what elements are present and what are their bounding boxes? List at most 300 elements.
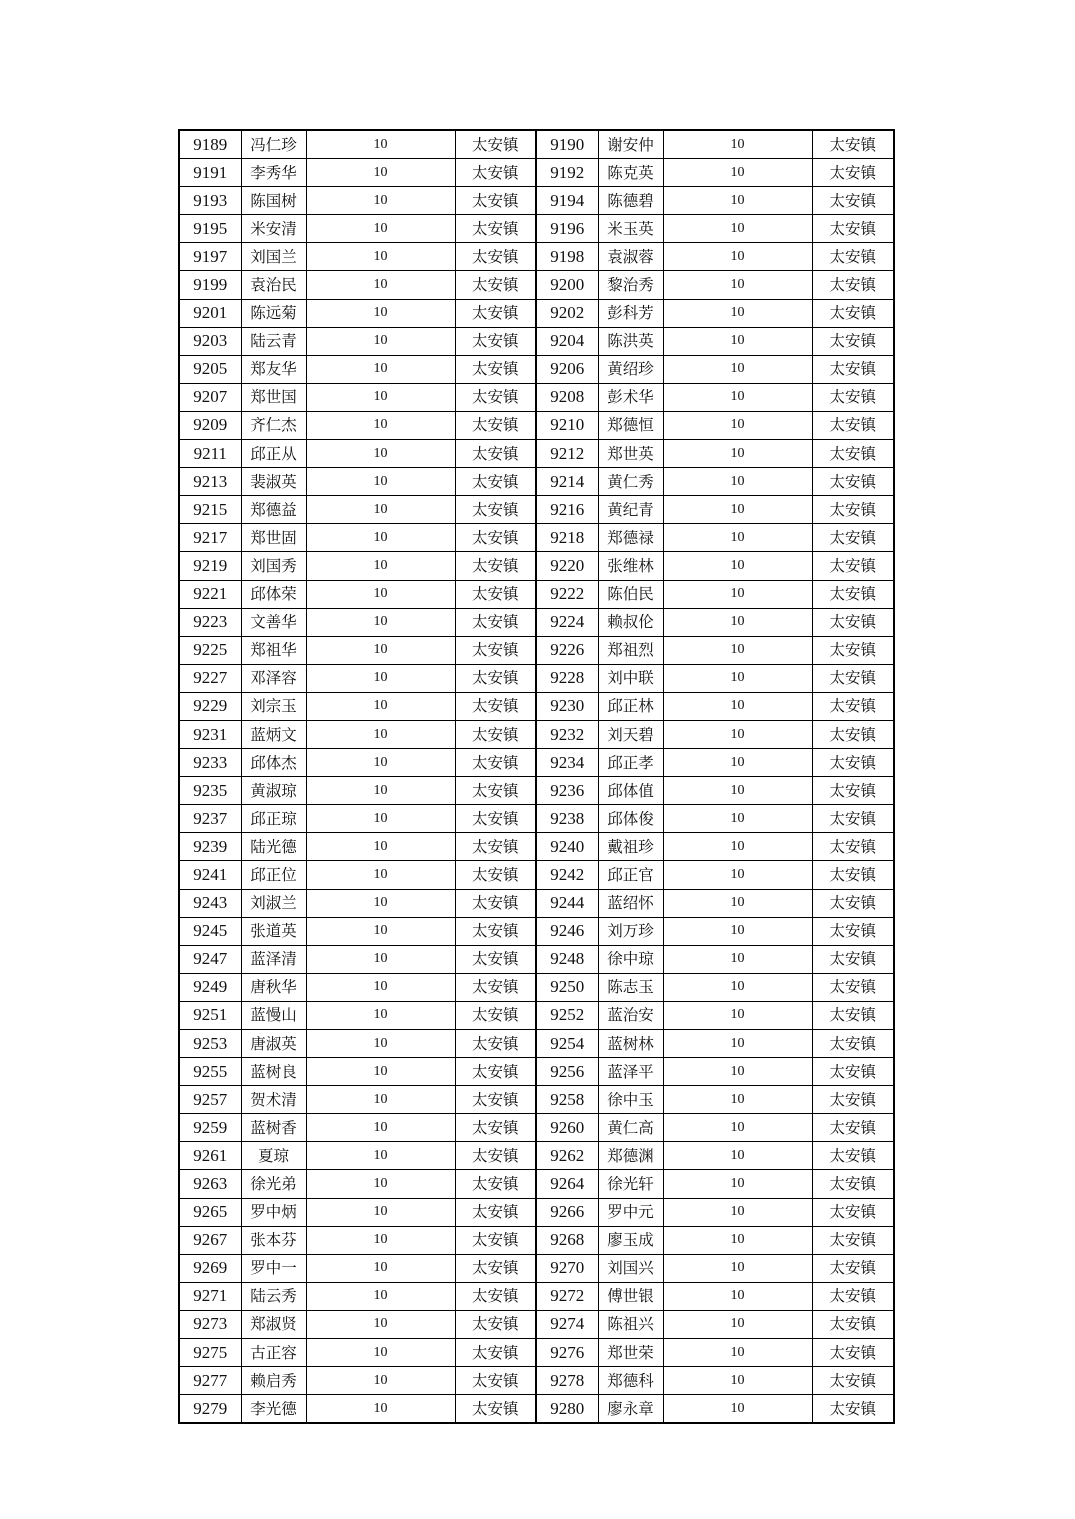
right-record-id-cell: 9260	[536, 1114, 598, 1142]
left-town-name-cell: 太安镇	[455, 243, 536, 271]
left-amount-cell: 10	[306, 805, 455, 833]
left-amount-cell: 10	[306, 271, 455, 299]
right-town-name-cell: 太安镇	[812, 1339, 894, 1367]
right-person-name-cell: 罗中元	[598, 1198, 663, 1226]
table-row	[179, 917, 894, 945]
left-amount-cell: 10	[306, 777, 455, 805]
table-row	[179, 355, 894, 383]
right-amount-cell: 10	[663, 496, 812, 524]
left-record-id-cell: 9275	[179, 1339, 241, 1367]
left-town-name-cell: 太安镇	[455, 187, 536, 215]
left-record-id-cell: 9215	[179, 496, 241, 524]
left-town-name-cell: 太安镇	[455, 440, 536, 468]
table-row	[179, 945, 894, 973]
right-record-id-cell: 9206	[536, 355, 598, 383]
left-amount-cell: 10	[306, 1367, 455, 1395]
left-person-name-cell: 蓝树良	[241, 1058, 306, 1086]
left-town-name-cell: 太安镇	[455, 973, 536, 1001]
left-amount-cell: 10	[306, 187, 455, 215]
left-person-name-cell: 邱正琼	[241, 805, 306, 833]
left-amount-cell: 10	[306, 468, 455, 496]
left-record-id-cell: 9231	[179, 720, 241, 748]
right-town-name-cell: 太安镇	[812, 159, 894, 187]
left-person-name-cell: 郑祖华	[241, 636, 306, 664]
table-row	[179, 1170, 894, 1198]
left-record-id-cell: 9227	[179, 664, 241, 692]
right-person-name-cell: 黄绍珍	[598, 355, 663, 383]
left-record-id-cell: 9265	[179, 1198, 241, 1226]
right-record-id-cell: 9204	[536, 327, 598, 355]
left-town-name-cell: 太安镇	[455, 580, 536, 608]
left-person-name-cell: 赖启秀	[241, 1367, 306, 1395]
right-amount-cell: 10	[663, 608, 812, 636]
right-record-id-cell: 9198	[536, 243, 598, 271]
right-amount-cell: 10	[663, 1254, 812, 1282]
left-amount-cell: 10	[306, 1030, 455, 1058]
right-person-name-cell: 袁淑蓉	[598, 243, 663, 271]
right-amount-cell: 10	[663, 215, 812, 243]
left-record-id-cell: 9267	[179, 1226, 241, 1254]
right-record-id-cell: 9224	[536, 608, 598, 636]
right-person-name-cell: 陈克英	[598, 159, 663, 187]
right-record-id-cell: 9266	[536, 1198, 598, 1226]
left-person-name-cell: 黄淑琼	[241, 777, 306, 805]
right-amount-cell: 10	[663, 1114, 812, 1142]
right-person-name-cell: 郑祖烈	[598, 636, 663, 664]
left-record-id-cell: 9213	[179, 468, 241, 496]
left-town-name-cell: 太安镇	[455, 1086, 536, 1114]
right-person-name-cell: 邱体俊	[598, 805, 663, 833]
right-town-name-cell: 太安镇	[812, 187, 894, 215]
right-amount-cell: 10	[663, 1395, 812, 1424]
right-town-name-cell: 太安镇	[812, 271, 894, 299]
right-record-id-cell: 9274	[536, 1310, 598, 1338]
right-amount-cell: 10	[663, 130, 812, 159]
right-record-id-cell: 9208	[536, 383, 598, 411]
left-amount-cell: 10	[306, 496, 455, 524]
left-town-name-cell: 太安镇	[455, 777, 536, 805]
left-record-id-cell: 9219	[179, 552, 241, 580]
table-row	[179, 580, 894, 608]
right-amount-cell: 10	[663, 1282, 812, 1310]
left-person-name-cell: 郑淑贤	[241, 1310, 306, 1338]
left-person-name-cell: 邓泽容	[241, 664, 306, 692]
right-town-name-cell: 太安镇	[812, 917, 894, 945]
left-town-name-cell: 太安镇	[455, 749, 536, 777]
left-amount-cell: 10	[306, 1254, 455, 1282]
right-amount-cell: 10	[663, 833, 812, 861]
right-amount-cell: 10	[663, 720, 812, 748]
left-record-id-cell: 9229	[179, 692, 241, 720]
left-town-name-cell: 太安镇	[455, 1001, 536, 1029]
left-town-name-cell: 太安镇	[455, 1226, 536, 1254]
right-record-id-cell: 9264	[536, 1170, 598, 1198]
right-amount-cell: 10	[663, 1198, 812, 1226]
left-town-name-cell: 太安镇	[455, 692, 536, 720]
left-amount-cell: 10	[306, 524, 455, 552]
right-record-id-cell: 9236	[536, 777, 598, 805]
table-row	[179, 833, 894, 861]
right-amount-cell: 10	[663, 383, 812, 411]
left-town-name-cell: 太安镇	[455, 468, 536, 496]
left-record-id-cell: 9195	[179, 215, 241, 243]
left-town-name-cell: 太安镇	[455, 299, 536, 327]
left-person-name-cell: 裴淑英	[241, 468, 306, 496]
left-amount-cell: 10	[306, 608, 455, 636]
left-record-id-cell: 9253	[179, 1030, 241, 1058]
right-record-id-cell: 9280	[536, 1395, 598, 1424]
right-person-name-cell: 郑德渊	[598, 1142, 663, 1170]
left-record-id-cell: 9249	[179, 973, 241, 1001]
right-record-id-cell: 9222	[536, 580, 598, 608]
left-person-name-cell: 唐秋华	[241, 973, 306, 1001]
table-row	[179, 1282, 894, 1310]
table-row	[179, 1339, 894, 1367]
left-town-name-cell: 太安镇	[455, 411, 536, 439]
table-row	[179, 720, 894, 748]
left-person-name-cell: 陈远菊	[241, 299, 306, 327]
table-row	[179, 777, 894, 805]
right-amount-cell: 10	[663, 692, 812, 720]
left-record-id-cell: 9201	[179, 299, 241, 327]
right-record-id-cell: 9210	[536, 411, 598, 439]
table-row	[179, 271, 894, 299]
left-record-id-cell: 9255	[179, 1058, 241, 1086]
right-record-id-cell: 9216	[536, 496, 598, 524]
right-amount-cell: 10	[663, 1310, 812, 1338]
right-amount-cell: 10	[663, 861, 812, 889]
right-amount-cell: 10	[663, 1226, 812, 1254]
left-town-name-cell: 太安镇	[455, 1058, 536, 1086]
right-person-name-cell: 廖玉成	[598, 1226, 663, 1254]
right-record-id-cell: 9272	[536, 1282, 598, 1310]
right-person-name-cell: 米玉英	[598, 215, 663, 243]
left-record-id-cell: 9241	[179, 861, 241, 889]
right-record-id-cell: 9246	[536, 917, 598, 945]
table-row	[179, 524, 894, 552]
left-amount-cell: 10	[306, 552, 455, 580]
left-amount-cell: 10	[306, 440, 455, 468]
right-person-name-cell: 陈伯民	[598, 580, 663, 608]
right-record-id-cell: 9270	[536, 1254, 598, 1282]
right-amount-cell: 10	[663, 664, 812, 692]
right-town-name-cell: 太安镇	[812, 664, 894, 692]
table-row	[179, 636, 894, 664]
right-record-id-cell: 9196	[536, 215, 598, 243]
table-row	[179, 440, 894, 468]
table-row	[179, 664, 894, 692]
right-person-name-cell: 黄纪青	[598, 496, 663, 524]
right-amount-cell: 10	[663, 355, 812, 383]
right-amount-cell: 10	[663, 1339, 812, 1367]
right-record-id-cell: 9268	[536, 1226, 598, 1254]
left-record-id-cell: 9205	[179, 355, 241, 383]
right-town-name-cell: 太安镇	[812, 580, 894, 608]
right-amount-cell: 10	[663, 1030, 812, 1058]
left-amount-cell: 10	[306, 889, 455, 917]
right-amount-cell: 10	[663, 552, 812, 580]
right-person-name-cell: 郑世英	[598, 440, 663, 468]
right-town-name-cell: 太安镇	[812, 1001, 894, 1029]
right-town-name-cell: 太安镇	[812, 130, 894, 159]
left-amount-cell: 10	[306, 243, 455, 271]
right-amount-cell: 10	[663, 749, 812, 777]
right-person-name-cell: 刘中联	[598, 664, 663, 692]
table-row	[179, 243, 894, 271]
left-town-name-cell: 太安镇	[455, 496, 536, 524]
right-record-id-cell: 9278	[536, 1367, 598, 1395]
left-amount-cell: 10	[306, 749, 455, 777]
left-town-name-cell: 太安镇	[455, 664, 536, 692]
table-row	[179, 1395, 894, 1424]
left-town-name-cell: 太安镇	[455, 383, 536, 411]
left-town-name-cell: 太安镇	[455, 215, 536, 243]
right-amount-cell: 10	[663, 411, 812, 439]
right-town-name-cell: 太安镇	[812, 1170, 894, 1198]
left-amount-cell: 10	[306, 355, 455, 383]
left-person-name-cell: 夏琼	[241, 1142, 306, 1170]
right-record-id-cell: 9220	[536, 552, 598, 580]
left-record-id-cell: 9199	[179, 271, 241, 299]
left-person-name-cell: 蓝慢山	[241, 1001, 306, 1029]
right-amount-cell: 10	[663, 1367, 812, 1395]
right-record-id-cell: 9242	[536, 861, 598, 889]
roster-table	[178, 129, 895, 1424]
right-person-name-cell: 戴祖珍	[598, 833, 663, 861]
right-amount-cell: 10	[663, 636, 812, 664]
left-person-name-cell: 袁治民	[241, 271, 306, 299]
right-person-name-cell: 陈志玉	[598, 973, 663, 1001]
left-town-name-cell: 太安镇	[455, 271, 536, 299]
table-row	[179, 1254, 894, 1282]
left-amount-cell: 10	[306, 1310, 455, 1338]
right-town-name-cell: 太安镇	[812, 1310, 894, 1338]
right-person-name-cell: 黄仁秀	[598, 468, 663, 496]
left-amount-cell: 10	[306, 973, 455, 1001]
right-town-name-cell: 太安镇	[812, 468, 894, 496]
table-row	[179, 299, 894, 327]
left-person-name-cell: 蓝树香	[241, 1114, 306, 1142]
right-amount-cell: 10	[663, 777, 812, 805]
table-row	[179, 496, 894, 524]
table-row	[179, 159, 894, 187]
table-row	[179, 1142, 894, 1170]
left-amount-cell: 10	[306, 1198, 455, 1226]
right-town-name-cell: 太安镇	[812, 299, 894, 327]
table-row	[179, 1367, 894, 1395]
right-person-name-cell: 彭术华	[598, 383, 663, 411]
left-record-id-cell: 9279	[179, 1395, 241, 1424]
left-person-name-cell: 刘国兰	[241, 243, 306, 271]
left-amount-cell: 10	[306, 1086, 455, 1114]
left-town-name-cell: 太安镇	[455, 552, 536, 580]
table-row	[179, 1310, 894, 1338]
left-town-name-cell: 太安镇	[455, 889, 536, 917]
left-town-name-cell: 太安镇	[455, 327, 536, 355]
left-amount-cell: 10	[306, 1170, 455, 1198]
left-town-name-cell: 太安镇	[455, 1339, 536, 1367]
right-town-name-cell: 太安镇	[812, 833, 894, 861]
right-town-name-cell: 太安镇	[812, 973, 894, 1001]
left-record-id-cell: 9243	[179, 889, 241, 917]
right-person-name-cell: 蓝泽平	[598, 1058, 663, 1086]
table-row	[179, 692, 894, 720]
left-person-name-cell: 文善华	[241, 608, 306, 636]
right-amount-cell: 10	[663, 1142, 812, 1170]
right-person-name-cell: 刘国兴	[598, 1254, 663, 1282]
right-amount-cell: 10	[663, 187, 812, 215]
left-record-id-cell: 9189	[179, 130, 241, 159]
right-record-id-cell: 9202	[536, 299, 598, 327]
left-amount-cell: 10	[306, 215, 455, 243]
right-amount-cell: 10	[663, 327, 812, 355]
right-person-name-cell: 廖永章	[598, 1395, 663, 1424]
left-record-id-cell: 9259	[179, 1114, 241, 1142]
right-record-id-cell: 9240	[536, 833, 598, 861]
left-person-name-cell: 冯仁珍	[241, 130, 306, 159]
left-record-id-cell: 9245	[179, 917, 241, 945]
left-person-name-cell: 贺术清	[241, 1086, 306, 1114]
left-record-id-cell: 9247	[179, 945, 241, 973]
left-town-name-cell: 太安镇	[455, 1282, 536, 1310]
left-person-name-cell: 陆光德	[241, 833, 306, 861]
table-row	[179, 187, 894, 215]
left-person-name-cell: 刘宗玉	[241, 692, 306, 720]
right-person-name-cell: 郑世荣	[598, 1339, 663, 1367]
right-record-id-cell: 9234	[536, 749, 598, 777]
right-person-name-cell: 郑德恒	[598, 411, 663, 439]
right-record-id-cell: 9190	[536, 130, 598, 159]
left-amount-cell: 10	[306, 664, 455, 692]
right-town-name-cell: 太安镇	[812, 355, 894, 383]
left-amount-cell: 10	[306, 861, 455, 889]
left-record-id-cell: 9223	[179, 608, 241, 636]
left-town-name-cell: 太安镇	[455, 917, 536, 945]
right-person-name-cell: 赖叔伦	[598, 608, 663, 636]
left-amount-cell: 10	[306, 720, 455, 748]
right-person-name-cell: 彭科芳	[598, 299, 663, 327]
left-person-name-cell: 郑世国	[241, 383, 306, 411]
left-person-name-cell: 李光德	[241, 1395, 306, 1424]
table-row	[179, 130, 894, 159]
table-row	[179, 1030, 894, 1058]
left-town-name-cell: 太安镇	[455, 130, 536, 159]
right-amount-cell: 10	[663, 580, 812, 608]
left-town-name-cell: 太安镇	[455, 1395, 536, 1424]
right-person-name-cell: 郑德科	[598, 1367, 663, 1395]
right-town-name-cell: 太安镇	[812, 777, 894, 805]
right-town-name-cell: 太安镇	[812, 861, 894, 889]
left-record-id-cell: 9273	[179, 1310, 241, 1338]
left-amount-cell: 10	[306, 917, 455, 945]
left-person-name-cell: 刘淑兰	[241, 889, 306, 917]
left-town-name-cell: 太安镇	[455, 1198, 536, 1226]
left-town-name-cell: 太安镇	[455, 945, 536, 973]
right-town-name-cell: 太安镇	[812, 1086, 894, 1114]
left-town-name-cell: 太安镇	[455, 805, 536, 833]
left-person-name-cell: 陈国树	[241, 187, 306, 215]
right-town-name-cell: 太安镇	[812, 608, 894, 636]
table-row	[179, 1001, 894, 1029]
left-record-id-cell: 9221	[179, 580, 241, 608]
right-amount-cell: 10	[663, 973, 812, 1001]
left-record-id-cell: 9269	[179, 1254, 241, 1282]
left-town-name-cell: 太安镇	[455, 1367, 536, 1395]
left-person-name-cell: 罗中炳	[241, 1198, 306, 1226]
left-person-name-cell: 蓝炳文	[241, 720, 306, 748]
left-record-id-cell: 9207	[179, 383, 241, 411]
right-amount-cell: 10	[663, 889, 812, 917]
left-record-id-cell: 9237	[179, 805, 241, 833]
left-record-id-cell: 9209	[179, 411, 241, 439]
right-town-name-cell: 太安镇	[812, 692, 894, 720]
right-person-name-cell: 刘万珍	[598, 917, 663, 945]
right-person-name-cell: 邱正孝	[598, 749, 663, 777]
table-row	[179, 805, 894, 833]
right-record-id-cell: 9230	[536, 692, 598, 720]
left-record-id-cell: 9217	[179, 524, 241, 552]
left-person-name-cell: 邱体荣	[241, 580, 306, 608]
left-town-name-cell: 太安镇	[455, 1030, 536, 1058]
right-person-name-cell: 蓝绍怀	[598, 889, 663, 917]
right-town-name-cell: 太安镇	[812, 411, 894, 439]
left-person-name-cell: 邱正位	[241, 861, 306, 889]
right-town-name-cell: 太安镇	[812, 805, 894, 833]
right-town-name-cell: 太安镇	[812, 1367, 894, 1395]
right-town-name-cell: 太安镇	[812, 215, 894, 243]
right-amount-cell: 10	[663, 945, 812, 973]
right-town-name-cell: 太安镇	[812, 749, 894, 777]
right-town-name-cell: 太安镇	[812, 1254, 894, 1282]
right-record-id-cell: 9232	[536, 720, 598, 748]
right-town-name-cell: 太安镇	[812, 524, 894, 552]
right-town-name-cell: 太安镇	[812, 552, 894, 580]
left-record-id-cell: 9257	[179, 1086, 241, 1114]
left-town-name-cell: 太安镇	[455, 1114, 536, 1142]
right-amount-cell: 10	[663, 243, 812, 271]
left-town-name-cell: 太安镇	[455, 1170, 536, 1198]
right-town-name-cell: 太安镇	[812, 636, 894, 664]
left-town-name-cell: 太安镇	[455, 1254, 536, 1282]
left-person-name-cell: 张道英	[241, 917, 306, 945]
left-town-name-cell: 太安镇	[455, 833, 536, 861]
left-amount-cell: 10	[306, 1001, 455, 1029]
right-record-id-cell: 9254	[536, 1030, 598, 1058]
left-amount-cell: 10	[306, 945, 455, 973]
right-town-name-cell: 太安镇	[812, 496, 894, 524]
right-person-name-cell: 邱体值	[598, 777, 663, 805]
right-town-name-cell: 太安镇	[812, 1226, 894, 1254]
left-amount-cell: 10	[306, 383, 455, 411]
left-person-name-cell: 米安清	[241, 215, 306, 243]
left-person-name-cell: 唐淑英	[241, 1030, 306, 1058]
table-row	[179, 383, 894, 411]
left-amount-cell: 10	[306, 130, 455, 159]
right-person-name-cell: 陈德碧	[598, 187, 663, 215]
right-record-id-cell: 9258	[536, 1086, 598, 1114]
right-person-name-cell: 蓝树林	[598, 1030, 663, 1058]
left-amount-cell: 10	[306, 636, 455, 664]
right-town-name-cell: 太安镇	[812, 1395, 894, 1424]
right-amount-cell: 10	[663, 271, 812, 299]
right-person-name-cell: 徐中琼	[598, 945, 663, 973]
right-town-name-cell: 太安镇	[812, 1198, 894, 1226]
right-town-name-cell: 太安镇	[812, 889, 894, 917]
left-amount-cell: 10	[306, 1282, 455, 1310]
right-record-id-cell: 9238	[536, 805, 598, 833]
left-amount-cell: 10	[306, 327, 455, 355]
right-record-id-cell: 9194	[536, 187, 598, 215]
